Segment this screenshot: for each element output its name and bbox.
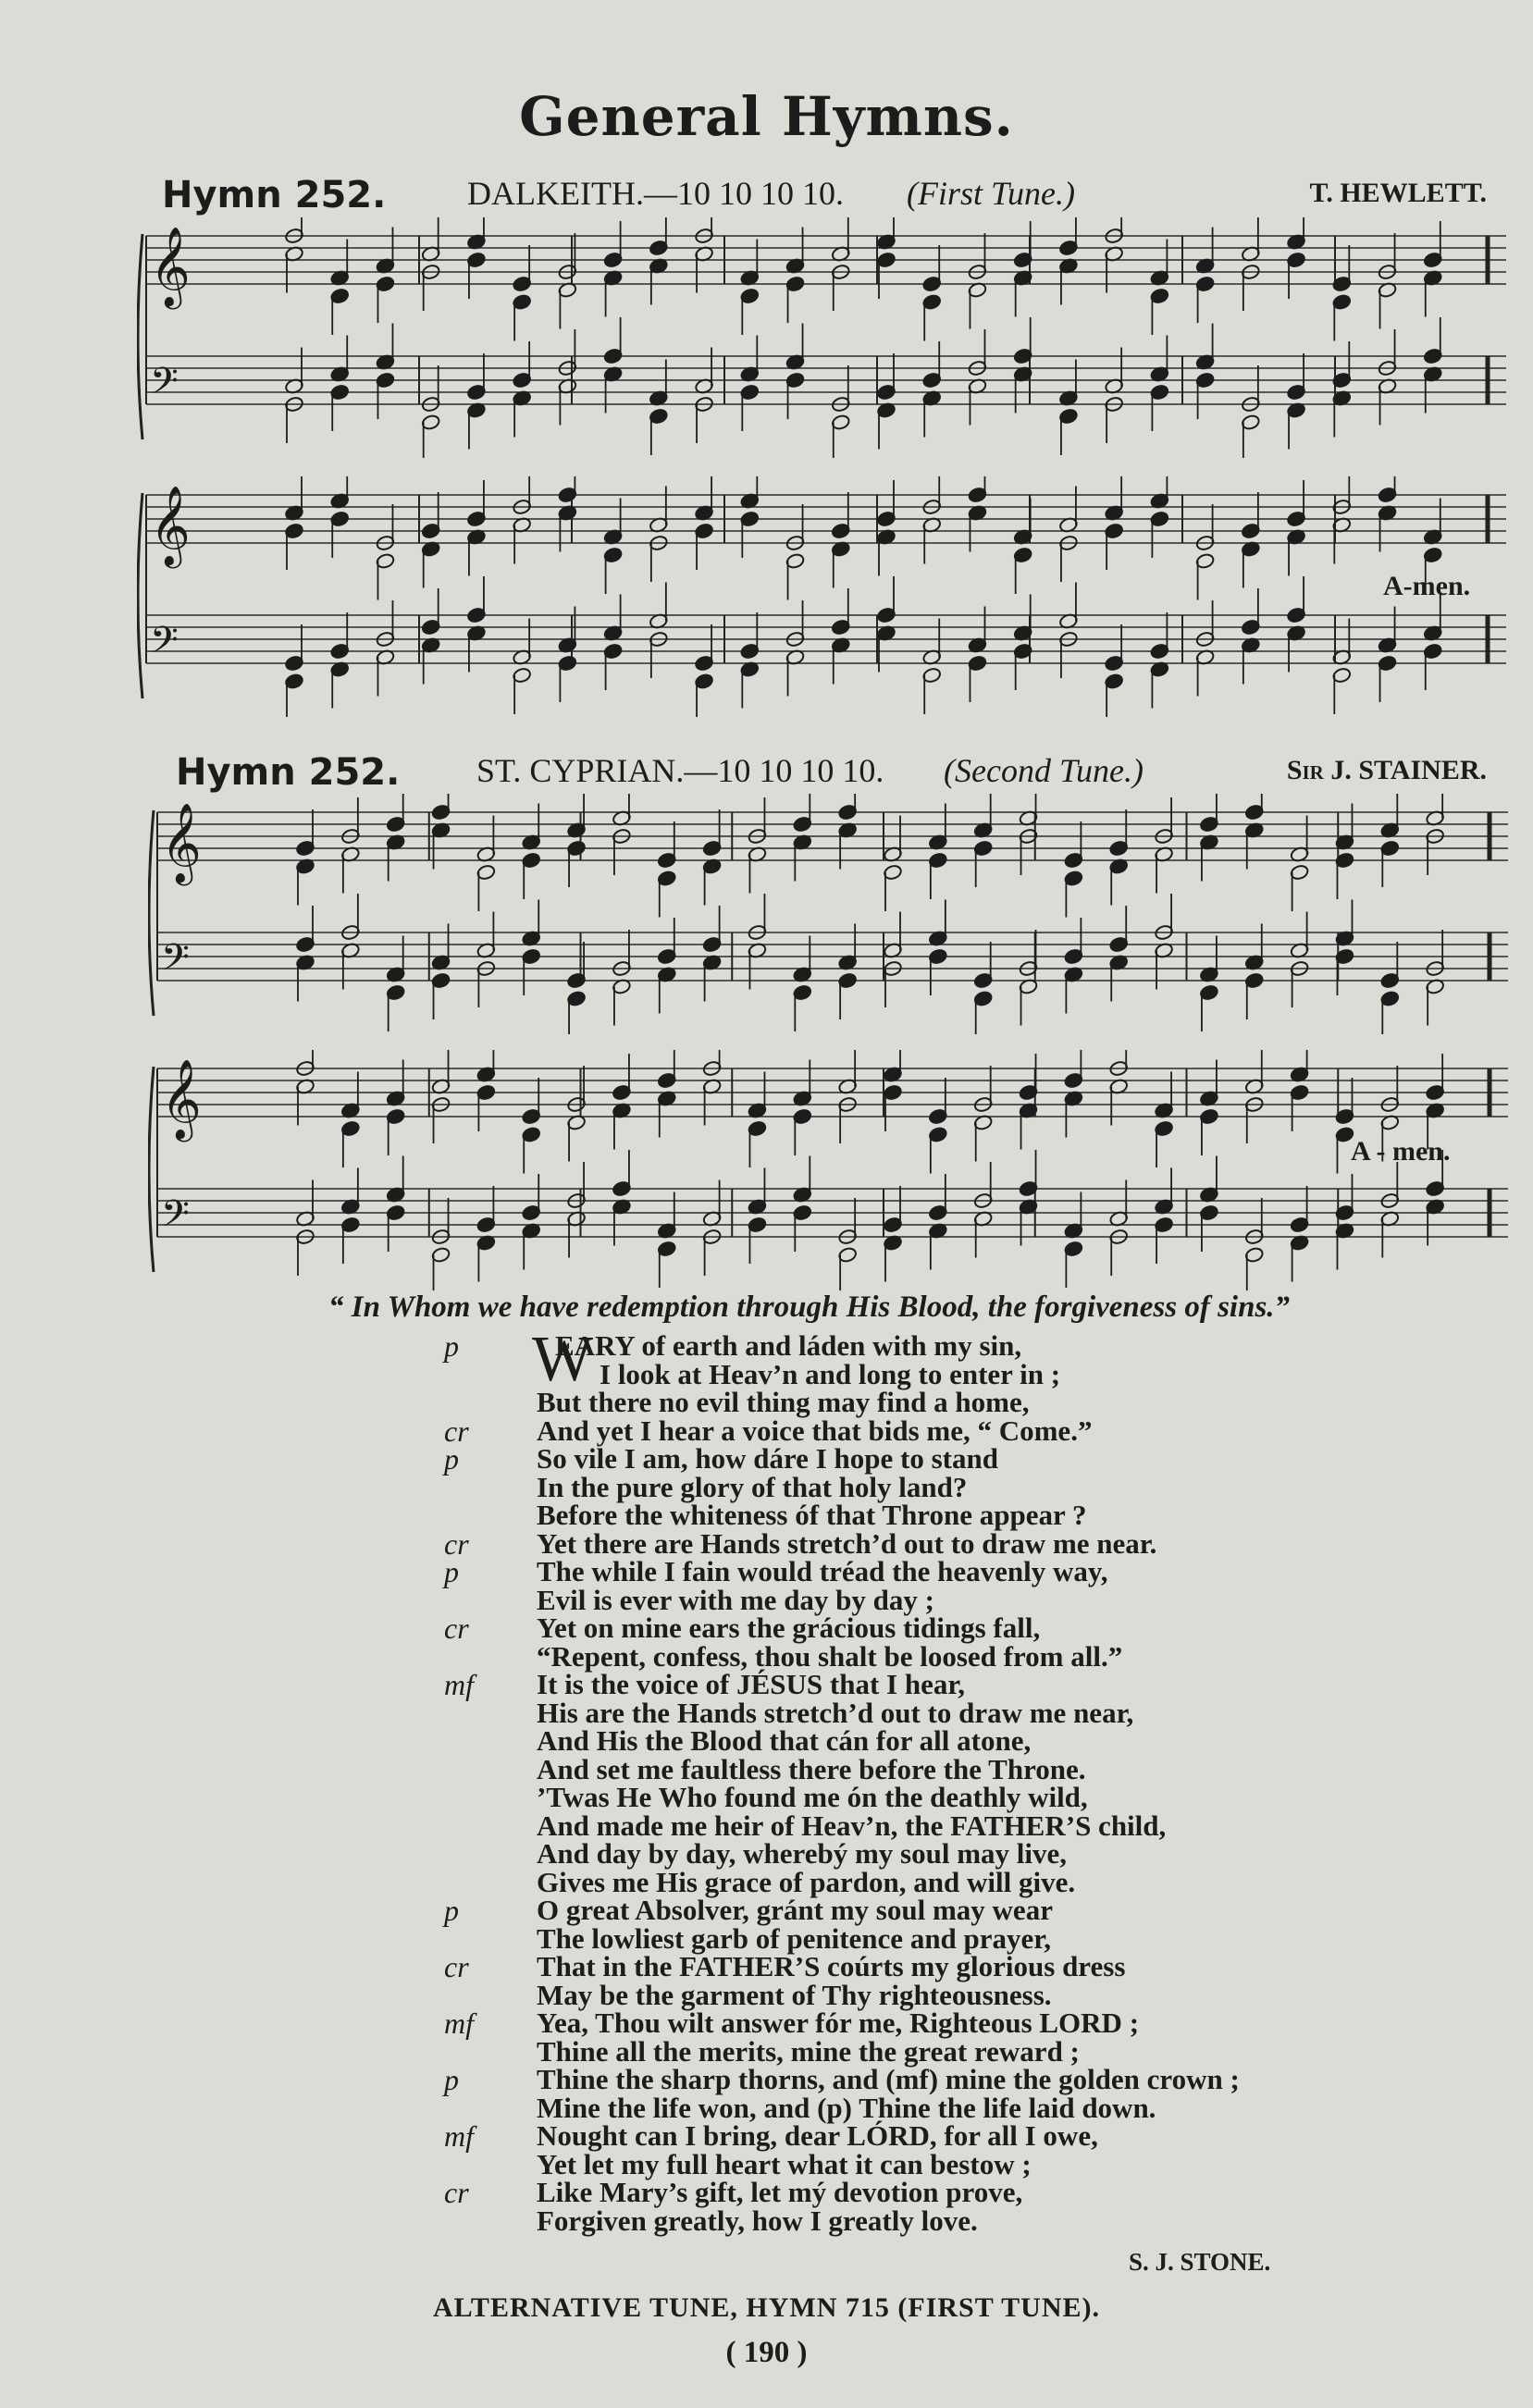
verse-line: [481, 1752, 1453, 1785]
verse-text: Evil is ever with me day by day ;: [537, 1583, 934, 1616]
dynamic-marking: cr: [444, 1950, 469, 1983]
verse-text: May be the garment of Thy righteousness.: [537, 1978, 1052, 2011]
verse-text: Nought can I bring, dear LÓRD, for all I owe,: [537, 2119, 1098, 2152]
treble-clef-icon: 𝄞: [150, 486, 191, 565]
hymn-verses: [444, 1324, 1453, 2237]
verse-text: And His the Blood that cán for all atone,: [537, 1724, 1032, 1757]
score-staves: [137, 217, 1515, 458]
dynamic-marking: mf: [444, 1668, 474, 1701]
verse-line: [444, 2007, 1453, 2040]
verse-text: That in the FATHER’S coúrts my glorious dress: [537, 1950, 1126, 1982]
dynamic-marking: p: [444, 1555, 459, 1588]
verse-line: [481, 1781, 1453, 1813]
music-system-dalkeith-1: [137, 217, 1515, 458]
system-brace: [138, 234, 142, 439]
alternative-tune-note: ALTERNATIVE TUNE, HYMN 715 (FIRST TUNE).: [433, 2292, 1100, 2323]
amen-label: A-men.: [1383, 571, 1471, 601]
composer: T. HEWLETT.: [1309, 178, 1487, 208]
verse-line: [481, 1386, 1453, 1418]
dynamic-marking: cr: [444, 1612, 469, 1645]
tune-name: ST. CYPRIAN.—10 10 10 10.: [476, 752, 884, 789]
verse-text: “Repent, confess, thou shalt be loosed from all.”: [537, 1639, 1123, 1673]
tune-designation: (Second Tune.): [944, 752, 1144, 789]
verse-line: [481, 1696, 1453, 1729]
verse-text: The while I fain would tréad the heavenly way,: [537, 1555, 1108, 1587]
drop-cap: W: [532, 1324, 594, 1395]
verse-text: Mine the life won, and (p) Thine the life laid down.: [537, 2091, 1156, 2124]
dynamic-marking: p: [444, 1329, 459, 1363]
verse-text: But there no evil thing may find a home,: [537, 1386, 1030, 1418]
verse-line: [481, 1978, 1453, 2011]
verse-text: Yet on mine ears the grácious tidings fall,: [537, 1612, 1041, 1644]
music-system-dalkeith-2: [137, 476, 1515, 717]
dynamic-marking: cr: [444, 1526, 469, 1561]
verse-line: [444, 1329, 1453, 1363]
amen-label: A - men.: [1351, 1136, 1451, 1167]
dynamic-marking: mf: [444, 2119, 474, 2153]
verse-line: [481, 2091, 1453, 2124]
system-brace: [138, 493, 142, 698]
bass-clef-icon: 𝄢: [150, 360, 179, 412]
verse-text: Forgiven greatly, how I greatly love.: [537, 2204, 978, 2237]
verse-line: [481, 2204, 1453, 2237]
hymn-number: Hymn 252.: [176, 751, 401, 794]
composer: Sir J. STAINER.: [1286, 755, 1487, 785]
verse-line: [444, 1414, 1453, 1448]
verse-text: It is the voice of JÉSUS that I hear,: [537, 1668, 966, 1700]
score-staves: [137, 476, 1515, 717]
hymn-number: Hymn 252.: [162, 174, 387, 216]
verse-text: And made me heir of Heav’n, the FATHER’S child,: [537, 1809, 1167, 1842]
verse-text: Like Mary’s gift, let mý devotion prove,: [537, 2176, 1023, 2208]
verse-line: [481, 1809, 1453, 1842]
verse-line: [444, 2176, 1453, 2209]
verse-line: [481, 1501, 1453, 1530]
verse-line: [481, 1865, 1453, 1898]
treble-clef-icon: 𝄞: [161, 1059, 202, 1139]
verse-text: So vile I am, how dáre I hope to stand: [537, 1442, 998, 1475]
verse-text: In the pure glory of that holy land?: [537, 1470, 968, 1503]
verse-line: [444, 1555, 1453, 1588]
verse-text: Yet there are Hands stretch’d out to draw me near.: [537, 1526, 1157, 1560]
treble-clef-icon: 𝄞: [150, 227, 191, 306]
verse-line: [444, 1894, 1453, 1927]
verse-line: [481, 1724, 1453, 1757]
dynamic-marking: cr: [444, 2176, 469, 2209]
verse-lines: [444, 1324, 1453, 2237]
verse-text: Yet let my full heart what it can bestow ;: [537, 2147, 1032, 2180]
author-credit: S. J. STONE.: [1129, 2248, 1271, 2276]
verse-text: And set me faultless there before the Throne.: [537, 1752, 1086, 1785]
verse-line: [444, 2119, 1453, 2153]
verse-line: [444, 1668, 1453, 1701]
verse-line: [444, 2063, 1453, 2096]
verse-text: His are the Hands stretch’d out to draw me near,: [537, 1696, 1134, 1729]
verse-text: And yet I hear a voice that bids me, “ Come.”: [537, 1414, 1093, 1447]
verse-text: I look at Heav’n and long to enter in ;: [600, 1357, 1061, 1390]
page-title: General Hymns.: [519, 85, 1014, 148]
scripture-epigraph: “ In Whom we have redemption through His Blood, the forgiveness of sins.”: [328, 1290, 1291, 1324]
verse-line: [444, 1612, 1453, 1645]
verse-text: EARY of earth and láden with my sin,: [555, 1329, 1022, 1362]
verse-text: Thine the sharp thorns, and (mf) mine the golden crown ;: [537, 2063, 1240, 2095]
system-brace: [149, 1067, 154, 1272]
verse-line: [481, 2147, 1453, 2180]
verse-line: [481, 1470, 1453, 1503]
verse-text: The lowliest garb of penitence and prayer,: [537, 1921, 1051, 1955]
score-staves: [148, 794, 1517, 1034]
dynamic-marking: p: [444, 1442, 459, 1476]
bass-clef-icon: 𝄢: [150, 619, 179, 671]
verse-text: And day by day, wherebý my soul may live,: [537, 1837, 1068, 1870]
dynamic-marking: mf: [444, 2007, 474, 2040]
verse-line: [481, 1921, 1453, 1955]
verse-line: [444, 1442, 1453, 1476]
tune-name: DALKEITH.—10 10 10 10.: [467, 175, 844, 212]
verse-line: [444, 1526, 1453, 1561]
dynamic-marking: p: [444, 1894, 459, 1927]
treble-clef-icon: 𝄞: [161, 803, 202, 883]
page-number: ( 190 ): [725, 2336, 808, 2369]
tune-designation: (First Tune.): [907, 175, 1076, 212]
verse-text: Thine all the merits, mine the great reward ;: [537, 2034, 1080, 2068]
verse-text: Gives me His grace of pardon, and will give.: [537, 1865, 1076, 1898]
verse-line: [481, 2034, 1453, 2068]
bass-clef-icon: 𝄢: [161, 936, 190, 988]
verse-line: [481, 1357, 1453, 1390]
music-system-cyprian-1: [148, 794, 1527, 1034]
dynamic-marking: cr: [444, 1414, 469, 1448]
score-staves: [148, 1050, 1517, 1290]
verse-text: O great Absolver, gránt my soul may wear: [537, 1894, 1053, 1926]
verse-text: Yea, Thou wilt answer fór me, Righteous LORD ;: [537, 2007, 1140, 2039]
dynamic-marking: p: [444, 2063, 459, 2096]
verse-line: [444, 1950, 1453, 1983]
verse-line: [481, 1837, 1453, 1870]
verse-text: Before the whiteness óf that Throne appear ?: [537, 1499, 1087, 1531]
music-system-cyprian-2: [148, 1050, 1527, 1290]
system-brace: [149, 810, 154, 1016]
verse-line: [481, 1639, 1453, 1673]
verse-line: [481, 1583, 1453, 1616]
verse-text: ’Twas He Who found me ón the deathly wild,: [537, 1781, 1088, 1813]
bass-clef-icon: 𝄢: [161, 1192, 190, 1244]
